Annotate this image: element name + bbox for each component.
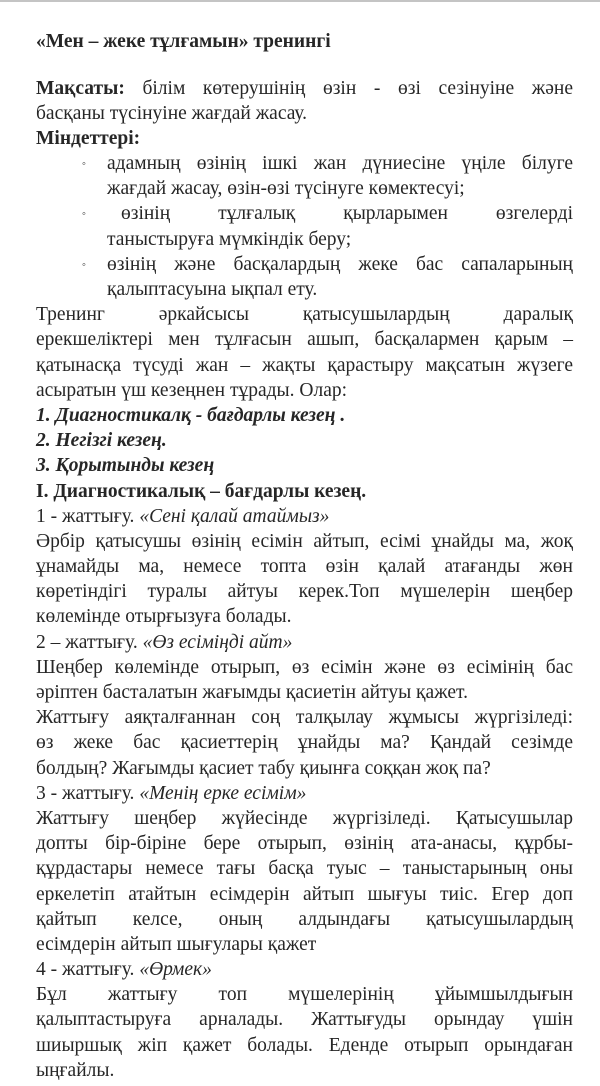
- bullet-icon: ◦: [82, 158, 86, 171]
- exercise-paragraph: Әрбір қатысушы өзінің есімін айтып, есімі ұнайды ма, жоқ ұнамайды ма, немесе топта өзін қалай атағанды жөн көретіндігі туралы айтуы керек.Топ мүшелерін шеңбер көлемінде отырғызуға болады.: [36, 530, 573, 628]
- top-divider: [0, 0, 600, 2]
- intro-paragraph: Тренинг әркайсысы қатысушылардың даралық ерекшеліктері мен тұлғасын ашып, басқалармен қарым – қатынасқа түсуді жан – жақты қарастыру мақсатын жүзеге асыратын үш кезеңнен тұрады. Олар:: [36, 304, 573, 401]
- stage-item: 1. Диагностикалқ - бағдарлы кезең .: [36, 404, 346, 426]
- exercise-heading: 1 - жаттығу. «Сені қалай атаймыз»: [36, 505, 330, 527]
- stage-item: 2. Негізгі кезең.: [36, 430, 167, 452]
- section-heading: І. Диагностикалық – бағдарлы кезең.: [36, 480, 367, 502]
- exercise-paragraph: Шеңбер көлемінде отырып, өз есімін және өз есімінің бас әріптен басталатын жағымды қасиетін айтуы қажет.: [36, 656, 573, 703]
- document-body: [36, 76, 573, 1084]
- stage-item: 3. Қорытынды кезең: [36, 455, 215, 477]
- goal-line: басқаны түсінуіне жағдай жасау.: [36, 102, 308, 124]
- exercise-heading: 3 - жаттығу. «Менің ерке есімім»: [36, 782, 307, 804]
- exercise-heading: 4 - жаттығу. «Өрмек»: [36, 959, 212, 981]
- tasks-label: Міндеттері:: [36, 127, 141, 149]
- goal-line: Мақсаты: білім көтерушінің өзін - өзі сезінуіне және: [36, 77, 573, 99]
- task-item: ◦ өзінің және басқалардың жеке бас сапаларының қалыптасуына ықпал ету.: [82, 253, 573, 300]
- document-title: «Мен – жеке тұлғамын» тренингі: [36, 31, 331, 52]
- goal-label: Мақсаты:: [36, 77, 125, 99]
- exercise-paragraph: Жаттығу аяқталғаннан соң талқылау жұмысы жүргізіледі: өз жеке бас қасиеттерің ұнайды ма? Қандай сезімде болдың? Жағымды қасиет табу қиынға соққан жоқ па?: [36, 707, 573, 779]
- bullet-icon: ◦: [82, 208, 86, 221]
- task-item: ◦ адамның өзінің ішкі жан дүниесіне үңіле білуге жағдай жасау, өзін-өзі түсінуге көмектесуі;: [82, 153, 573, 200]
- task-item: ◦ өзінің тұлғалық қырларымен өзгелерді таныстыруға мүмкіндік беру;: [82, 203, 573, 250]
- exercise-paragraph: Жаттығу шеңбер жүйесінде жүргізіледі. Қатысушылар допты бір-біріне бере отырып, өзінің ата-анасы, құрбы- құрдастары немесе тағы басқа туыс – таныстарының оны еркелетіп атайтын есімдерін айтып шығуы тиіс. Егер доп қайтып келсе, оның алдындағы қатысушылардың есімдерін айтып шығулары қажет: [36, 807, 573, 955]
- exercise-paragraph: Бұл жаттығу топ мүшелерінің ұйымшылдығын қалыптастыруға арналады. Жаттығуды орындау үшін шиыршық жіп қажет болады. Еденде отырып орындаған ыңғайлы.: [36, 984, 573, 1081]
- exercise-heading: 2 – жаттығу. «Өз есіміңді айт»: [36, 631, 293, 653]
- bullet-icon: ◦: [82, 258, 86, 271]
